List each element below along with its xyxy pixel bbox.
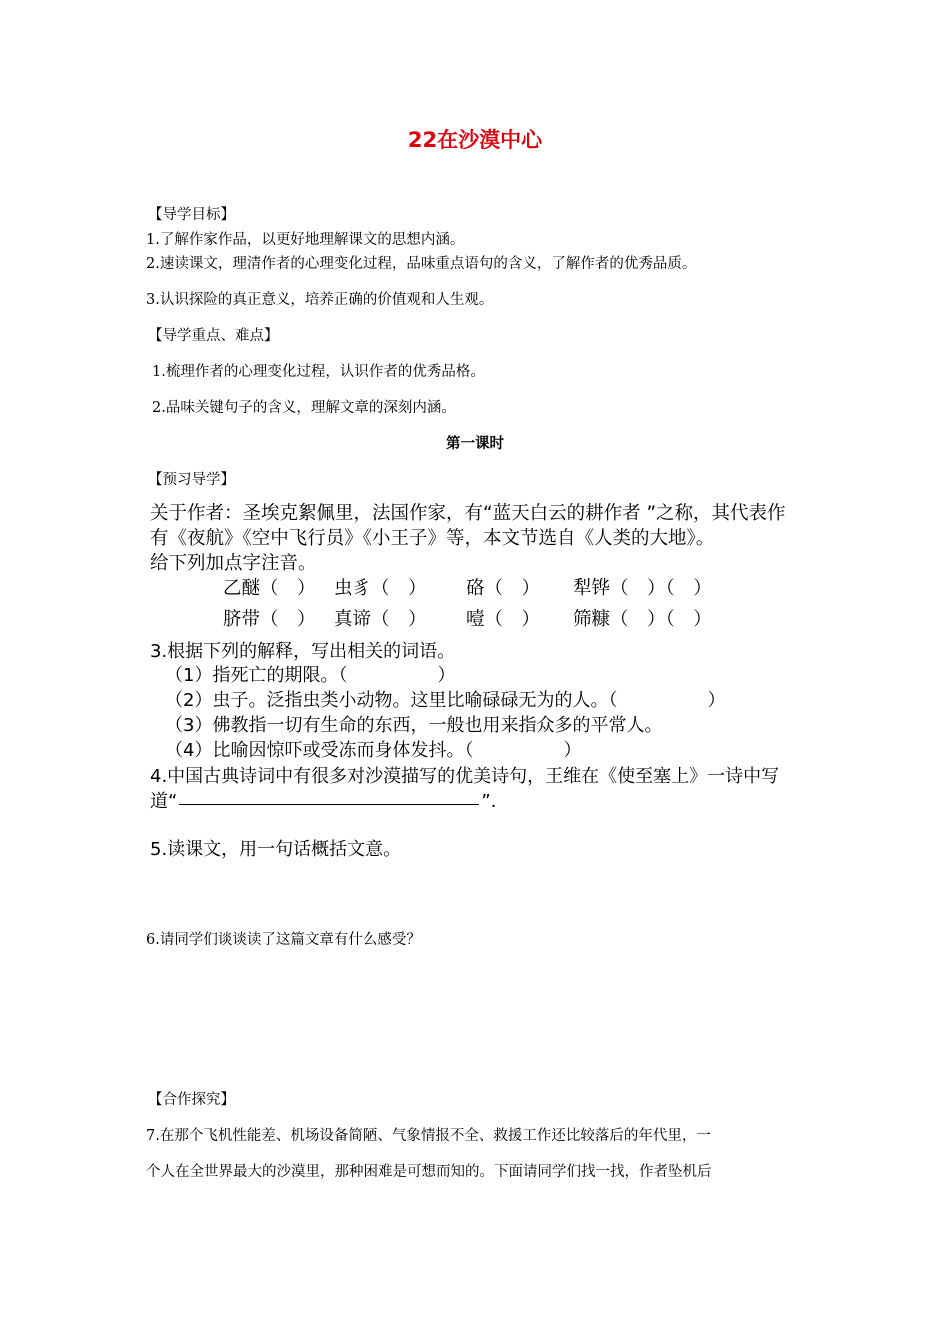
q4-prefix: 道“: [150, 791, 178, 812]
author-intro-line: 有《夜航》《空中飞行员》《小王子》等，本文节选自《人类的大地》。: [150, 528, 715, 549]
q3-item: （3）佛教指一切有生命的东西，一般也用来指众多的平常人。: [165, 715, 663, 736]
q3-heading: 3.根据下列的解释，写出相关的词语。: [150, 641, 456, 662]
q3-item: （4）比喻因惊吓或受冻而身体发抖。（ ）: [165, 740, 582, 761]
author-intro-line: 关于作者：圣埃克絮佩里，法国作家，有“蓝天白云的耕作者 ”之称，其代表作: [150, 503, 786, 524]
q4-answer-blank[interactable]: [179, 803, 479, 805]
pinyin-intro: 给下列加点字注音。: [150, 553, 317, 574]
pinyin-word: 脐带（ ）: [223, 609, 316, 630]
cooperation-heading: 【合作探究】: [148, 1092, 235, 1108]
pinyin-word: 乙醚（ ）: [223, 578, 316, 599]
key-point-item: 1.梳理作者的心理变化过程，认识作者的优秀品格。: [152, 364, 485, 380]
q3-item: （2）虫子。泛指虫类小动物。这里比喻碌碌无为的人。（ ）: [165, 690, 726, 711]
q5-text: 5.读课文，用一句话概括文意。: [150, 839, 402, 860]
q7-line: 7.在那个飞机性能差、机场设备简陋、气象情报不全、救援工作还比较落后的年代里，一: [146, 1128, 711, 1144]
page-title: 22在沙漠中心: [407, 128, 543, 152]
objectives-heading: 【导学目标】: [148, 207, 235, 223]
q6-text: 6.请同学们谈谈读了这篇文章有什么感受？: [146, 932, 421, 948]
objective-item: 2.速读课文，理清作者的心理变化过程，品味重点语句的含义，了解作者的优秀品质。: [146, 256, 697, 272]
objective-item: 3.认识探险的真正意义，培养正确的价值观和人生观。: [146, 292, 494, 308]
q3-item: （1）指死亡的期限。（ ）: [165, 665, 456, 686]
preview-heading: 【预习导学】: [148, 472, 235, 488]
pinyin-word: 真谛（ ）: [334, 609, 427, 630]
q4-line: [150, 787, 496, 813]
pinyin-word: 噎（ ）: [466, 609, 541, 630]
pinyin-word: 筛糠（ ）（ ）: [573, 609, 712, 630]
lesson-heading: 第一课时: [446, 436, 504, 452]
q4-line: 4.中国古典诗词中有很多对沙漠描写的优美诗句，王维在《使至塞上》一诗中写: [150, 766, 780, 787]
q7-line: 个人在全世界最大的沙漠里，那种困难是可想而知的。下面请同学们找一找，作者坠机后: [146, 1164, 712, 1180]
pinyin-word: 虫豸（ ）: [334, 578, 427, 599]
objective-item: 1.了解作家作品，以更好地理解课文的思想内涵。: [146, 232, 465, 248]
pinyin-word: 硌（ ）: [466, 578, 541, 599]
key-point-item: 2.品味关键句子的含义，理解文章的深刻内涵。: [152, 400, 456, 416]
pinyin-word: 犁铧（ ）（ ）: [573, 578, 712, 599]
key-points-heading: 【导学重点、难点】: [148, 328, 279, 344]
q4-suffix: ”.: [481, 791, 497, 812]
